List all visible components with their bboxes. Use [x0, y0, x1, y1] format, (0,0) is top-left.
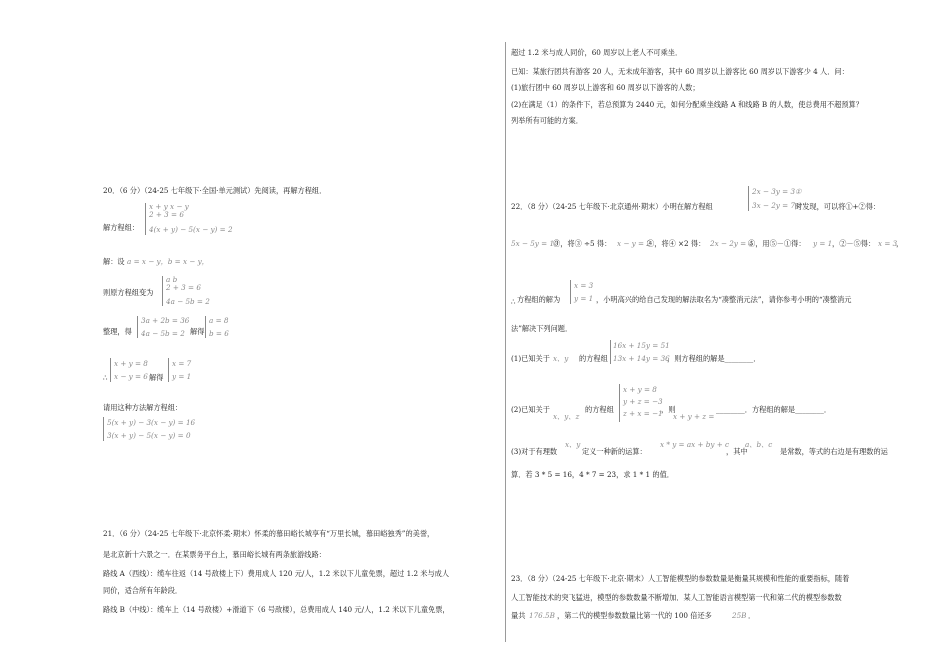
q20-xy-sol1: x = 7	[172, 359, 192, 368]
q20-becomes-eq1b: 2 + 3 = 6	[166, 283, 201, 292]
q22-p2-d: ________．方程组的解是________．	[716, 405, 832, 414]
q20-tidy-label: 整理，得	[103, 327, 132, 336]
q20-example-brace	[145, 203, 146, 235]
q22-sys-eq2: 3x − 2y = 7②	[752, 201, 802, 210]
q20-solve-eq1: a = 8	[209, 316, 229, 325]
q20-task-brace	[103, 417, 104, 441]
q21-routeA-b: 同价，适合所有年龄段．	[103, 586, 183, 595]
q22-l2-b: ③，将③ ÷5 得：	[553, 239, 612, 248]
q22-p2-eq3: z + x = −1	[623, 409, 663, 418]
q22-l2-j: ，	[896, 239, 904, 248]
q20-tidy-eq1: 3a + 2b = 36	[141, 316, 190, 325]
q22-sys-brace	[748, 186, 749, 211]
q22-header-a: 22．（8 分）（24-25 七年级下·北京通州·期末）小明在解方程组	[511, 202, 713, 211]
q22-p2-var: x、y、z	[553, 412, 580, 421]
q21-cont-line3: (1)旅行团中 60 周岁以上游客和 60 周岁以下游客的人数；	[511, 83, 700, 92]
q20-tidy-eq2: 4a − 5b = 2	[141, 329, 185, 338]
q22-l4: 法”解决下列问题．	[511, 324, 573, 333]
q20-example-eq1b: 2 + 3 = 6	[149, 210, 184, 219]
q20-task-eq1: 5(x + y) − 3(x − y) = 16	[107, 418, 196, 427]
q20-example-eq1: x + y x − y	[149, 202, 189, 211]
q20-sol-prefix: 解：设	[103, 257, 125, 266]
q22-l3-therefore: ∴	[511, 297, 516, 306]
q22-l2-d: ④，将④ ×2 得：	[647, 239, 706, 248]
q21-routeB: 路线 B（中线）：缆车上（14 号敌楼）+滑道下（6 号敌楼），总费用成人 140 元/人，1.2 米以下儿童免票，	[103, 605, 450, 614]
q22-p2-c: ，则	[661, 405, 676, 414]
q23-line3-val1: 176.5B	[529, 611, 555, 620]
q20-becomes-eq1: a b	[166, 275, 178, 284]
q23-line3-val2: 25B	[732, 611, 747, 620]
q22-p1-var: x、y	[553, 354, 569, 363]
q22-p3-d: 是常数，等式的右边是有理数的运	[780, 447, 888, 456]
q20-xy-sol-brace	[168, 358, 169, 382]
q22-p1-eq1: 16x + 15y = 51	[613, 341, 670, 350]
q22-l2-c: x − y = 2	[617, 239, 651, 248]
q20-example-label: 解方程组：	[103, 223, 139, 232]
q22-p2-expr: x + y + z =	[673, 412, 715, 421]
q22-l2-f: ⑤，用⑤－①得：	[748, 239, 806, 248]
q20-therefore: ∴	[103, 373, 108, 382]
q20-xy-solve-label: 解得	[149, 373, 164, 382]
q20-becomes-brace	[162, 276, 163, 306]
q21-routeA-a: 路线 A（西线）：缆车往返（14 号敌楼上下）费用成人 120 元/人，1.2 米以下儿童免票，超过 1.2 米与成人	[103, 569, 450, 578]
q22-p3-a: (3)对于有理数	[511, 447, 558, 456]
q22-l3-eq1: x = 3	[574, 281, 594, 290]
q20-solve-label: 解得	[190, 327, 205, 336]
q22-l3-eq2: y = 1	[574, 294, 594, 303]
q22-p1-brace	[610, 340, 611, 364]
q22-p2-eq2: y + z = −3	[623, 397, 663, 406]
q23-line2: 人工智能技术的突飞猛进，模型的参数数量不断增加．某人工智能语言模型第一代和第二代的模型参数数	[511, 593, 842, 602]
q22-l2-e: 2x − 2y = 4	[710, 239, 754, 248]
q22-p3-op: x * y = ax + by + c	[660, 440, 730, 449]
q20-sol-sub: a = x − y，b = x − y，	[127, 257, 209, 266]
q22-sys-eq1: 2x − 3y = 3①	[752, 187, 802, 196]
q22-p1-b: 的方程组	[579, 354, 608, 363]
q22-p3-var: x、y	[565, 440, 581, 449]
q22-p1-eq2: 13x + 14y = 36	[613, 354, 670, 363]
q21-cont-line4: (2)在满足（1）的条件下，若总预算为 2440 元，如何分配乘坐线路 A 和线路 B 的人数，使总费用不超预算？	[511, 100, 863, 109]
q22-p1-c: ，则方程组的解是________．	[667, 354, 761, 363]
q23-line1: 23．（8 分）（24-25 七年级下·北京·期末）人工智能模型的参数数量是衡量其规模和性能的重要指标，随着	[511, 574, 850, 583]
q22-p2-b: 的方程组	[585, 405, 614, 414]
q22-l3-brace	[570, 280, 571, 304]
column-divider	[505, 42, 506, 642]
q20-solve-eq2: b = 6	[209, 329, 229, 338]
q23-line3-b: ，第二代的模型参数数量比第一代的 100 倍还多	[557, 611, 712, 620]
q23-line3-a: 量共	[511, 611, 526, 620]
q22-l2-h: ，②－⑤得：	[832, 239, 876, 248]
q20-task-eq2: 3(x + y) − 5(x − y) = 0	[107, 431, 191, 440]
q21-cont-line5: 列举所有可能的方案．	[511, 116, 583, 125]
q22-l3-rest: ，小明高兴的给自己发现的解法取名为“凑整消元法”，请你参考小明的“凑整消元	[596, 295, 852, 304]
q20-example-eq2: 4(x + y) − 5(x − y) = 2	[149, 225, 233, 234]
q22-l2-g: y = 1	[813, 239, 833, 248]
q22-p2-eq1: x + y = 8	[623, 385, 657, 394]
q20-xy-brace	[110, 358, 111, 382]
q20-xy-sol2: y = 1	[172, 372, 192, 381]
q21-cont-line2: 已知：某旅行团共有游客 20 人，无未成年游客，其中 60 周岁以上游客比 60 周岁以下游客少 4 人．问：	[511, 67, 849, 76]
q22-p3-c: ，其中	[726, 447, 748, 456]
q22-p2-brace	[619, 384, 620, 422]
q21-cont-line1: 超过 1.2 米与成人同价，60 周岁以上老人不可乘坐．	[511, 48, 683, 57]
q20-becomes-eq2: 4a − 5b = 2	[166, 297, 210, 306]
q21-line1: 21．（6 分）（24-25 七年级下·北京怀柔·期末）怀柔的慕田峪长城享有“万里长城，慕田峪独秀”的美誉，	[103, 529, 435, 538]
q20-solve-brace	[205, 316, 206, 338]
q22-header-b: 时发现，可以将①+②得：	[795, 202, 881, 211]
q22-p3-abc: a、b、c	[745, 440, 773, 449]
q23-line3-c: ．	[748, 611, 756, 620]
q22-p2-a: (2)已知关于	[511, 405, 550, 414]
q22-p3-e: 算．若 3 * 5 = 16，4 * 7 = 23，求 1 * 1 的值．	[511, 470, 674, 479]
q22-p1-a: (1)已知关于	[511, 354, 550, 363]
q22-l3-text: 方程组的解为	[517, 295, 561, 304]
q21-line2: 是北京新十六景之一．在某票务平台上，慕田峪长城有两条旅游线路：	[103, 550, 326, 559]
q20-xy-eq2: x − y = 6	[114, 372, 148, 381]
q20-xy-eq1: x + y = 8	[114, 359, 148, 368]
q22-p3-b: 定义一种新的运算：	[582, 447, 647, 456]
q20-task: 请用这种方法解方程组：	[103, 403, 183, 412]
q22-l2-i: x = 3	[878, 239, 898, 248]
q20-tidy-brace	[137, 316, 138, 338]
q22-l2-a: 5x − 5y = 10	[511, 239, 559, 248]
q20-becomes-label: 则原方程组变为	[103, 288, 154, 297]
q20-header: 20．（6 分）（24-25 七年级下·全国·单元测试）先阅读，再解方程组．	[103, 186, 327, 195]
